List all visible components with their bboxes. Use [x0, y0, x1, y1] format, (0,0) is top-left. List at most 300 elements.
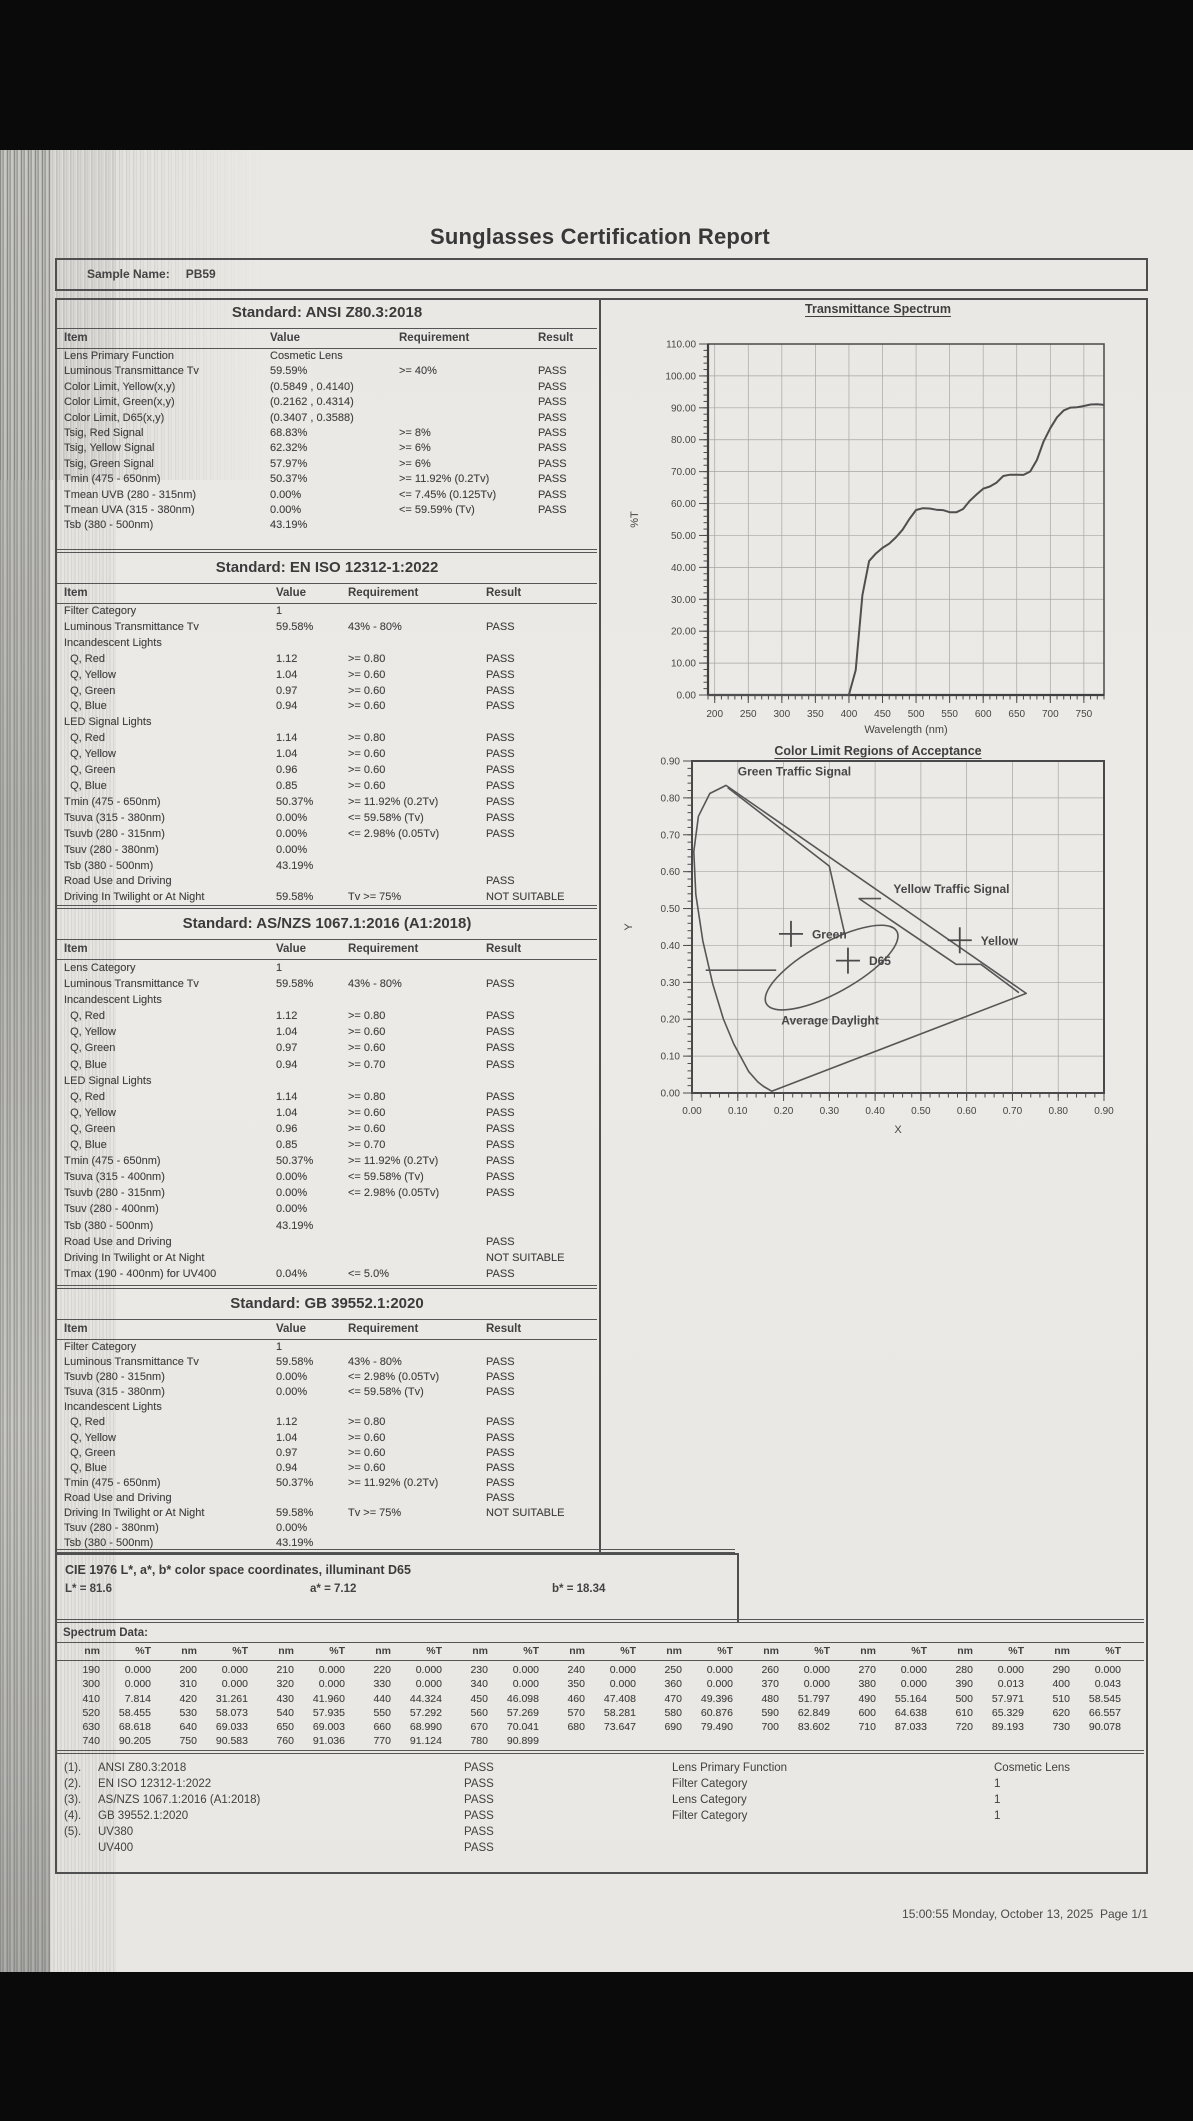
- summary-index: (2).: [64, 1778, 82, 1790]
- cell-result: PASS: [486, 1461, 515, 1474]
- cell-result: PASS: [538, 442, 567, 455]
- cell-value: 59.58%: [276, 1356, 314, 1369]
- standard-section-eniso: [57, 553, 597, 904]
- summary-result: PASS: [464, 1810, 494, 1822]
- cell-requirement: [348, 715, 486, 731]
- cell-requirement: <= 59.59% (Tv): [399, 504, 475, 517]
- cell-value: 1: [276, 962, 283, 974]
- cell-requirement: >= 11.92% (0.2Tv): [348, 1476, 439, 1489]
- cell-requirement: [348, 1400, 486, 1415]
- summary-standard: [64, 1792, 464, 1808]
- marker-label-green: Green: [811, 927, 847, 942]
- cell-requirement: 43% - 80%: [348, 978, 402, 991]
- cell-transmittance: 62.849: [797, 1706, 830, 1719]
- cell-result: PASS: [486, 1187, 515, 1200]
- column-header: Item: [64, 587, 88, 599]
- cell-value: 1.12: [276, 1416, 298, 1429]
- svg-text:350: 350: [807, 709, 824, 720]
- cell-nm: 510: [1052, 1692, 1070, 1705]
- summary-row: [57, 1760, 1144, 1776]
- cell-transmittance: 55.164: [894, 1692, 927, 1705]
- cell-nm: 690: [664, 1721, 682, 1734]
- cell-nm: 610: [955, 1706, 973, 1719]
- cell-value: 0.97: [276, 1042, 298, 1055]
- cell-result: [486, 960, 597, 976]
- column-header: Item: [64, 943, 88, 955]
- column-header-pct: %T: [426, 1645, 442, 1657]
- cell-item: Q, Green: [64, 764, 116, 777]
- cell-requirement: <= 2.98% (0.05Tv): [348, 1187, 440, 1200]
- svg-text:0.10: 0.10: [728, 1106, 748, 1117]
- cell-result: PASS: [486, 978, 515, 991]
- cell-requirement: [399, 395, 538, 410]
- cell-requirement: [399, 380, 538, 395]
- cell-transmittance: 0.000: [803, 1664, 830, 1676]
- cell-item: Q, Blue: [64, 1139, 107, 1152]
- cell-item: Luminous Transmittance Tv: [64, 620, 199, 633]
- cell-value: 1: [276, 1341, 283, 1353]
- cell-item: Tsuvb (280 - 315nm): [64, 1371, 165, 1384]
- cell-transmittance: 0.000: [318, 1678, 345, 1691]
- cell-value: 59.58%: [276, 891, 314, 904]
- cell-transmittance: 57.935: [312, 1706, 345, 1719]
- cell-nm: 750: [179, 1735, 197, 1748]
- svg-text:0.40: 0.40: [865, 1106, 885, 1117]
- cell-item: Luminous Transmittance Tv: [64, 978, 199, 991]
- column-header-pct: %T: [717, 1645, 733, 1657]
- cell-nm: 300: [82, 1678, 100, 1691]
- column-header-pct: %T: [1008, 1645, 1024, 1657]
- cell-value: 0.00%: [270, 504, 302, 517]
- cell-result: PASS: [486, 764, 515, 777]
- cell-requirement: [348, 1250, 486, 1266]
- cell-value: 0.00%: [276, 1203, 308, 1216]
- cell-result: PASS: [486, 1356, 515, 1369]
- cell-item: Q, Green: [64, 1122, 116, 1135]
- cell-value: 1.04: [276, 1431, 298, 1444]
- summary-standard-name: AS/NZS 1067.1:2016 (A1:2018): [98, 1794, 261, 1806]
- cell-requirement: >= 0.60: [348, 684, 386, 697]
- cell-transmittance: 0.000: [609, 1678, 636, 1691]
- cell-requirement: >= 0.60: [348, 1122, 386, 1135]
- cell-value: 43.19%: [270, 519, 308, 532]
- color-limit-chart: [608, 736, 1148, 1168]
- table-header-row: [57, 583, 597, 604]
- cell-requirement: >= 11.92% (0.2Tv): [399, 473, 490, 486]
- cell-value: 0.00%: [276, 843, 308, 856]
- cell-item: Incandescent Lights: [64, 636, 162, 649]
- column-header-nm: nm: [860, 1645, 876, 1657]
- cell-requirement: [348, 843, 486, 859]
- cell-nm: 310: [179, 1678, 197, 1691]
- cell-result: PASS: [486, 779, 515, 792]
- svg-text:250: 250: [739, 709, 757, 720]
- cell-item: Tsuva (315 - 380nm): [64, 1386, 165, 1399]
- cell-item: Tmin (475 - 650nm): [64, 795, 161, 808]
- scan-black-bar-bottom: [0, 1972, 1193, 2121]
- cell-result: [486, 1218, 597, 1234]
- cell-value: 0.97: [276, 684, 298, 697]
- cell-nm: 370: [761, 1678, 779, 1691]
- cell-transmittance: 0.000: [221, 1678, 248, 1691]
- svg-text:650: 650: [1008, 709, 1026, 720]
- summary-index: (4).: [64, 1810, 82, 1822]
- cell-item: Tmin (475 - 650nm): [64, 1155, 161, 1168]
- cell-transmittance: 69.033: [215, 1721, 248, 1734]
- cell-result: [486, 992, 597, 1008]
- cell-value: 1: [276, 605, 283, 617]
- cell-requirement: >= 0.60: [348, 1461, 386, 1474]
- cell-nm: 760: [276, 1735, 294, 1748]
- cell-transmittance: 0.000: [609, 1664, 636, 1676]
- cell-transmittance: 0.000: [706, 1664, 733, 1676]
- cell-item: Q, Yellow: [64, 668, 116, 681]
- cell-requirement: [348, 1521, 486, 1536]
- cell-item: Q, Yellow: [64, 748, 116, 761]
- cell-transmittance: 47.408: [603, 1692, 636, 1705]
- cell-transmittance: 0.000: [900, 1678, 927, 1691]
- cell-item: Q, Blue: [64, 779, 107, 792]
- cell-item: Tsuv (280 - 380nm): [64, 1522, 159, 1535]
- column-header-pct: %T: [911, 1645, 927, 1657]
- cell-transmittance: 66.557: [1088, 1706, 1121, 1719]
- cell-transmittance: 91.036: [312, 1735, 345, 1748]
- cell-transmittance: 58.545: [1088, 1692, 1121, 1705]
- standard-table: [57, 960, 597, 1282]
- svg-text:750: 750: [1075, 709, 1093, 720]
- sample-name-label: Sample Name:: [87, 267, 170, 281]
- svg-text:10.00: 10.00: [670, 658, 696, 670]
- cell-requirement: [348, 992, 486, 1008]
- cell-transmittance: 69.003: [312, 1721, 345, 1734]
- cell-nm: 460: [567, 1692, 585, 1705]
- standard-section-asnzs: [57, 909, 597, 1284]
- svg-text:0.20: 0.20: [660, 1014, 680, 1026]
- svg-text:400: 400: [840, 709, 858, 720]
- standard-title: Standard: EN ISO 12312-1:2022: [215, 559, 439, 576]
- cell-transmittance: 58.281: [603, 1706, 636, 1719]
- cell-item: Luminous Transmittance Tv: [64, 1356, 199, 1369]
- cell-item: Road Use and Driving: [64, 1491, 172, 1504]
- column-header-pct: %T: [135, 1645, 151, 1657]
- x-axis-title: X: [894, 1124, 902, 1136]
- cell-transmittance: 31.261: [215, 1692, 248, 1705]
- cell-transmittance: 60.876: [700, 1706, 733, 1719]
- cell-nm: 520: [82, 1706, 100, 1719]
- cell-value: 0.94: [276, 1058, 298, 1071]
- region-label: Average Daylight: [781, 1013, 879, 1028]
- cell-transmittance: 51.797: [797, 1692, 830, 1705]
- standard-section-gb: [57, 1289, 597, 1550]
- cell-result: PASS: [486, 652, 515, 665]
- cell-nm: 630: [82, 1721, 100, 1734]
- cell-requirement: <= 59.58% (Tv): [348, 1386, 424, 1399]
- table-header-row: [57, 939, 597, 960]
- svg-text:40.00: 40.00: [670, 562, 696, 574]
- cell-transmittance: 49.396: [700, 1692, 733, 1705]
- cell-item: Tsb (380 - 500nm): [64, 1219, 154, 1232]
- svg-text:0.00: 0.00: [676, 690, 696, 702]
- cell-requirement: >= 0.80: [348, 1416, 386, 1429]
- axis-ticks: [683, 761, 1104, 1101]
- summary-index: (5).: [64, 1826, 82, 1838]
- cell-nm: 480: [761, 1692, 779, 1705]
- cell-item: LED Signal Lights: [64, 716, 152, 729]
- summary-label: Filter Category: [672, 1810, 748, 1822]
- cell-value: [276, 874, 348, 890]
- column-header: Value: [276, 943, 307, 955]
- cell-transmittance: 87.033: [894, 1721, 927, 1734]
- svg-text:110.00: 110.00: [666, 339, 696, 351]
- cell-result: PASS: [538, 396, 567, 409]
- standard-title: Standard: AS/NZS 1067.1:2016 (A1:2018): [182, 915, 472, 932]
- cell-nm: 380: [858, 1678, 876, 1691]
- cell-nm: 210: [276, 1664, 294, 1676]
- cell-nm: 190: [82, 1664, 100, 1676]
- cell-result: PASS: [486, 795, 515, 808]
- svg-text:0.00: 0.00: [660, 1088, 680, 1100]
- cell-value: 50.37%: [276, 795, 314, 808]
- cell-result: PASS: [486, 1058, 515, 1071]
- transmittance-chart-title: Transmittance Spectrum: [805, 302, 951, 316]
- column-header: Item: [64, 1323, 88, 1335]
- region-label: Green Traffic Signal: [737, 764, 852, 779]
- cell-requirement: >= 11.92% (0.2Tv): [348, 1155, 439, 1168]
- cell-value: 1.04: [276, 748, 298, 761]
- cell-result: PASS: [486, 748, 515, 761]
- cell-result: PASS: [486, 1026, 515, 1039]
- cell-transmittance: 89.193: [991, 1721, 1024, 1734]
- column-header: Requirement: [348, 943, 419, 955]
- svg-text:20.00: 20.00: [670, 626, 696, 638]
- cell-item: Driving In Twilight or At Night: [64, 1251, 205, 1264]
- column-header: Result: [538, 332, 574, 344]
- cell-value: 50.37%: [276, 1155, 314, 1168]
- cell-nm: 600: [858, 1706, 876, 1719]
- cell-transmittance: 0.000: [706, 1678, 733, 1691]
- marker-label-d65: D65: [868, 954, 891, 969]
- cell-nm: 290: [1052, 1664, 1070, 1676]
- standard-title: Standard: ANSI Z80.3:2018: [231, 304, 423, 321]
- svg-text:0.70: 0.70: [660, 830, 680, 842]
- svg-text:450: 450: [874, 709, 891, 720]
- cell-item: Q, Red: [64, 1010, 105, 1023]
- cell-result: [486, 1073, 597, 1089]
- cell-result: PASS: [486, 1171, 515, 1184]
- cell-item: Lens Primary Function: [64, 350, 175, 362]
- cell-nm: 450: [470, 1692, 488, 1705]
- summary-result: PASS: [464, 1794, 494, 1806]
- cell-item: Q, Red: [64, 1416, 105, 1429]
- summary-label: Filter Category: [672, 1778, 748, 1790]
- cell-value: 43.19%: [276, 1537, 314, 1550]
- cell-result: PASS: [486, 1476, 515, 1489]
- x-axis-title: Wavelength (nm): [864, 724, 948, 736]
- cell-result: PASS: [486, 875, 515, 888]
- cell-item: Tsig, Red Signal: [64, 427, 144, 440]
- cell-requirement: <= 2.98% (0.05Tv): [348, 1371, 440, 1384]
- cell-requirement: >= 0.70: [348, 1058, 386, 1071]
- plot-frame: [708, 344, 1104, 695]
- cell-requirement: [348, 859, 486, 875]
- cell-transmittance: 58.073: [215, 1706, 248, 1719]
- cell-value: 50.37%: [276, 1476, 314, 1489]
- column-header-pct: %T: [523, 1645, 539, 1657]
- cell-value: 0.00%: [276, 1187, 308, 1200]
- cell-value: 0.00%: [276, 1386, 308, 1399]
- cell-requirement: Tv >= 75%: [348, 891, 402, 904]
- column-header-nm: nm: [763, 1645, 779, 1657]
- cell-value: Cosmetic Lens: [270, 350, 343, 362]
- cell-nm: 230: [470, 1664, 488, 1676]
- cell-transmittance: 57.971: [991, 1692, 1024, 1705]
- column-header-nm: nm: [84, 1645, 100, 1657]
- summary-label: Lens Category: [672, 1794, 747, 1806]
- cell-result: PASS: [538, 411, 567, 424]
- cell-value: [276, 1234, 348, 1250]
- cell-nm: 330: [373, 1678, 391, 1691]
- cell-item: Q, Red: [64, 652, 105, 665]
- cell-nm: 390: [955, 1678, 973, 1691]
- cell-value: (0.2162 , 0.4314): [270, 396, 354, 409]
- cell-transmittance: 57.292: [409, 1706, 442, 1719]
- column-header: Result: [486, 943, 522, 955]
- svg-text:500: 500: [907, 709, 925, 720]
- cell-requirement: Tv >= 75%: [348, 1507, 402, 1520]
- cell-nm: 500: [955, 1692, 973, 1705]
- cell-nm: 550: [373, 1706, 391, 1719]
- cell-value: 1.04: [276, 1026, 298, 1039]
- cell-nm: 220: [373, 1664, 391, 1676]
- cell-transmittance: 70.041: [506, 1721, 539, 1734]
- gridlines: [708, 344, 1104, 695]
- column-header: Value: [276, 1323, 307, 1335]
- column-header-nm: nm: [181, 1645, 197, 1657]
- cell-result: NOT SUITABLE: [486, 891, 565, 904]
- cell-requirement: 43% - 80%: [348, 1356, 402, 1369]
- cell-requirement: 43% - 80%: [348, 620, 402, 633]
- cell-value: 0.96: [276, 1122, 298, 1135]
- svg-text:80.00: 80.00: [670, 435, 696, 447]
- cell-result: [538, 349, 597, 364]
- cell-requirement: [348, 1234, 486, 1250]
- cell-value: 0.97: [276, 1446, 298, 1459]
- summary-section: [57, 1760, 1144, 1856]
- cell-transmittance: 0.000: [318, 1664, 345, 1676]
- cell-requirement: >= 0.60: [348, 764, 386, 777]
- cell-requirement: [348, 1073, 486, 1089]
- cell-transmittance: 90.583: [215, 1735, 248, 1748]
- cell-item: Luminous Transmittance Tv: [64, 365, 199, 378]
- cell-result: PASS: [486, 1010, 515, 1023]
- cell-transmittance: 41.960: [312, 1692, 345, 1705]
- summary-standard: [64, 1824, 464, 1840]
- cell-requirement: >= 6%: [399, 442, 431, 455]
- cell-value: 59.59%: [270, 365, 308, 378]
- standard-table: [57, 604, 597, 906]
- cell-item: Filter Category: [64, 1341, 137, 1353]
- cell-transmittance: 0.000: [512, 1678, 539, 1691]
- cell-nm: 280: [955, 1664, 973, 1676]
- cell-result: PASS: [486, 620, 515, 633]
- cell-requirement: <= 59.58% (Tv): [348, 811, 424, 824]
- summary-standard: [64, 1840, 464, 1856]
- cell-item: Tsuv (280 - 380nm): [64, 843, 159, 856]
- summary-label: [672, 1824, 994, 1840]
- summary-value: [994, 1840, 1144, 1856]
- report-footer: 15:00:55 Monday, October 13, 2025 Page 1/1: [902, 1907, 1148, 1921]
- column-header: Requirement: [399, 332, 470, 344]
- cell-requirement: >= 0.60: [348, 1106, 386, 1119]
- cell-nm: 260: [761, 1664, 779, 1676]
- svg-text:0.80: 0.80: [660, 793, 680, 805]
- summary-value: [994, 1824, 1144, 1840]
- cell-value: [276, 992, 348, 1008]
- cell-value: 0.00%: [270, 488, 302, 501]
- cell-transmittance: 91.124: [409, 1735, 442, 1748]
- svg-text:0.70: 0.70: [1002, 1106, 1023, 1117]
- cell-result: PASS: [486, 1386, 515, 1399]
- marker-label-yellow: Yellow: [980, 933, 1019, 948]
- cell-nm: 700: [761, 1721, 779, 1734]
- cell-nm: 430: [276, 1692, 294, 1705]
- cell-item: Tmin (475 - 650nm): [64, 1476, 161, 1489]
- cell-result: [486, 1400, 597, 1415]
- standard-table: [57, 1340, 597, 1551]
- cell-item: Tsig, Yellow Signal: [64, 442, 155, 455]
- cell-item: Road Use and Driving: [64, 875, 172, 888]
- cell-value: 43.19%: [276, 859, 314, 872]
- column-header-nm: nm: [1054, 1645, 1070, 1657]
- svg-text:0.60: 0.60: [956, 1106, 977, 1117]
- cell-nm: 470: [664, 1692, 682, 1705]
- marker-cross-green: [779, 921, 803, 947]
- cell-requirement: >= 0.60: [348, 668, 386, 681]
- cell-transmittance: 0.000: [415, 1678, 442, 1691]
- cell-value: 59.58%: [276, 978, 314, 991]
- summary-value: 1: [994, 1778, 1001, 1790]
- cell-value: [276, 1250, 348, 1266]
- cell-result: [538, 518, 597, 533]
- cell-nm: 740: [82, 1735, 100, 1748]
- cell-transmittance: 79.490: [700, 1721, 733, 1734]
- cell-value: 1.12: [276, 1010, 298, 1023]
- cell-result: PASS: [486, 732, 515, 745]
- cell-requirement: [348, 960, 486, 976]
- svg-text:100.00: 100.00: [665, 371, 696, 383]
- cell-value: 0.00%: [276, 827, 308, 840]
- cell-item: Tmin (475 - 650nm): [64, 473, 161, 486]
- svg-text:200: 200: [706, 709, 724, 720]
- cell-result: [486, 859, 597, 875]
- cell-value: [276, 715, 348, 731]
- cell-requirement: [348, 1201, 486, 1217]
- cell-requirement: [348, 636, 486, 652]
- cell-value: (0.5849 , 0.4140): [270, 380, 354, 393]
- cell-requirement: >= 11.92% (0.2Tv): [348, 795, 439, 808]
- cell-requirement: <= 7.45% (0.125Tv): [399, 488, 497, 501]
- summary-row: [57, 1840, 1144, 1856]
- color-limit-chart-title: Color Limit Regions of Acceptance: [774, 744, 982, 758]
- cell-item: Color Limit, Yellow(x,y): [64, 380, 176, 393]
- cell-value: 0.00%: [276, 1522, 308, 1535]
- cell-nm: 670: [470, 1721, 488, 1734]
- cell-item: Tsig, Green Signal: [64, 457, 154, 470]
- cell-result: PASS: [538, 488, 567, 501]
- cell-nm: 710: [858, 1721, 876, 1734]
- cell-nm: 240: [567, 1664, 585, 1676]
- cell-result: PASS: [486, 1416, 515, 1429]
